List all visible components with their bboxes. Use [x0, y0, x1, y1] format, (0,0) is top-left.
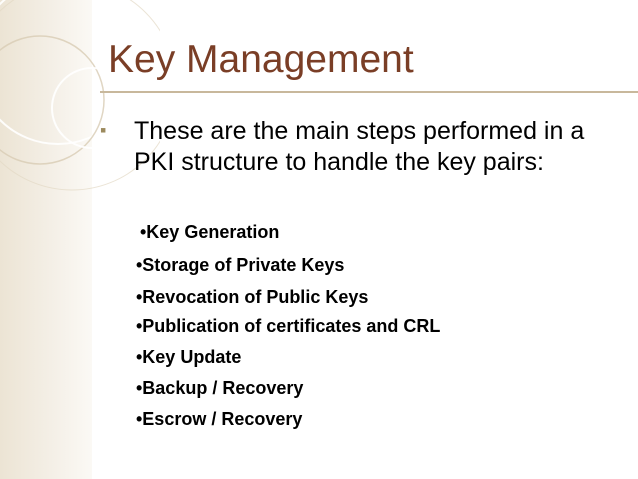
- step-item-key-update: •Key Update: [136, 347, 242, 367]
- bullet-text: These are the main steps performed in a PKI structure to handle the key pairs:: [134, 117, 585, 176]
- slide-title: Key Management: [108, 38, 414, 81]
- step-item-publication: •Publication of certificates and CRL: [136, 316, 441, 336]
- step-item-key-generation: •Key Generation: [140, 222, 280, 242]
- step-item-storage: •Storage of Private Keys: [136, 255, 345, 275]
- square-bullet-icon: ▪: [100, 120, 107, 140]
- title-underline: [100, 91, 638, 93]
- step-item-revocation: •Revocation of Public Keys: [136, 287, 369, 307]
- step-item-escrow: •Escrow / Recovery: [136, 409, 303, 429]
- step-item-backup: •Backup / Recovery: [136, 378, 304, 398]
